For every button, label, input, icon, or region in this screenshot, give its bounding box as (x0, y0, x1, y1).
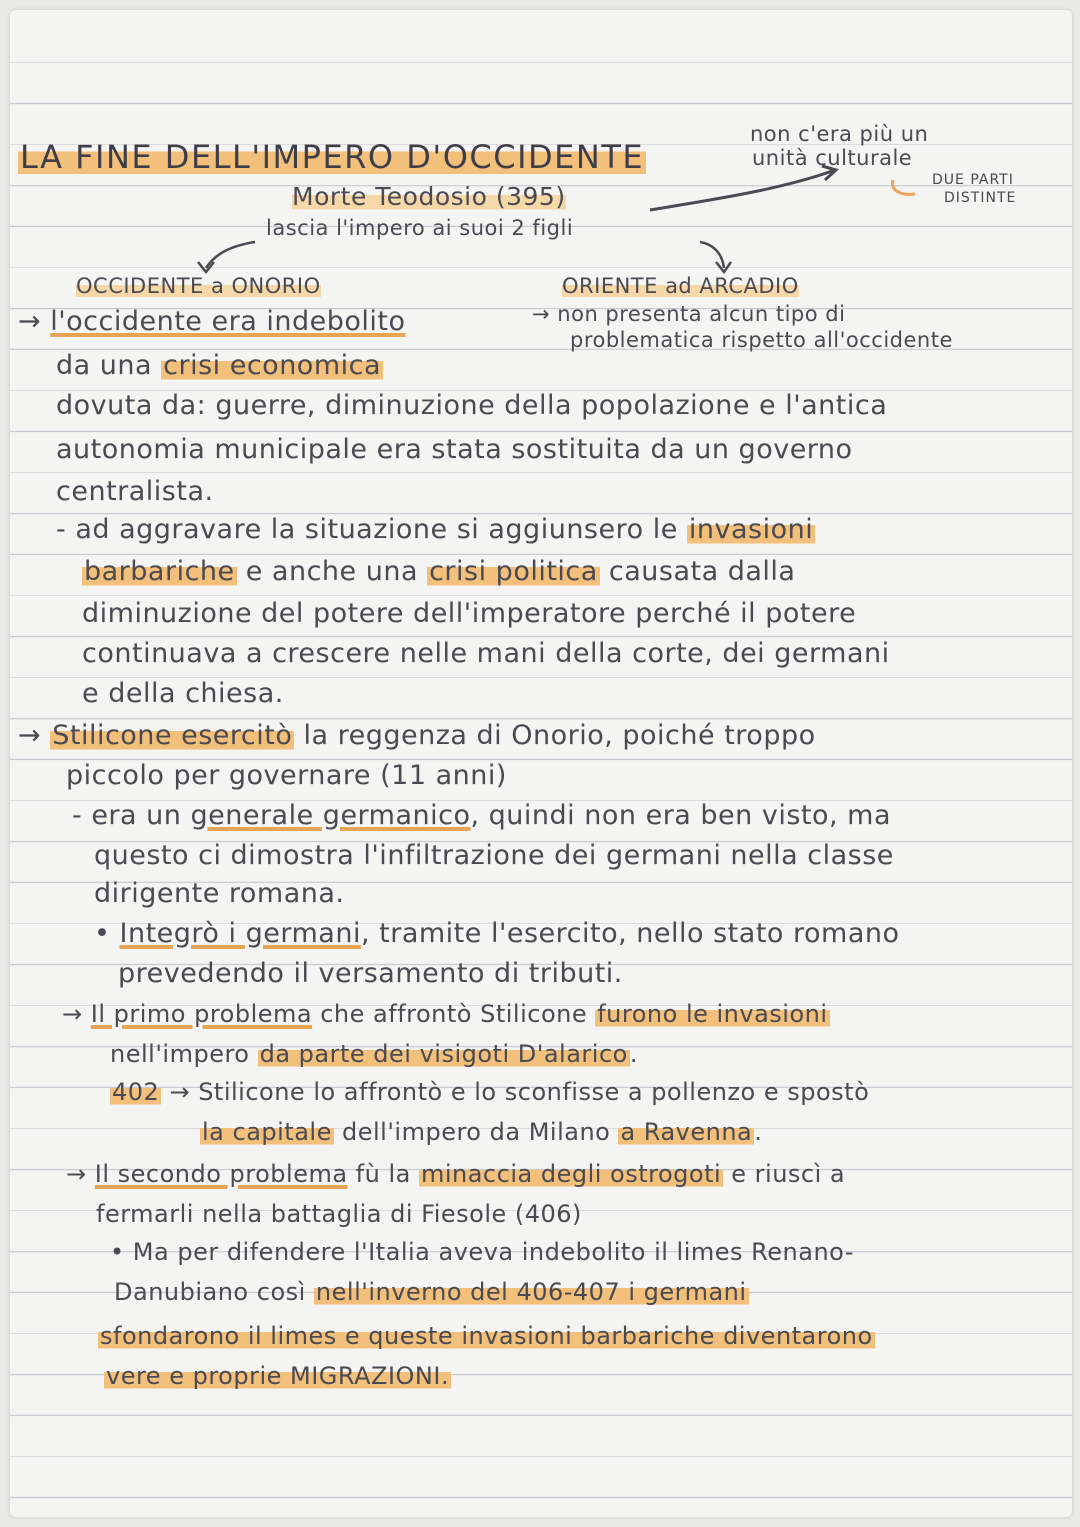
note-line: dovuta da: guerre, diminuzione della popolazione e l'antica (56, 390, 888, 421)
notebook-page (10, 10, 1072, 1517)
note-line: 402 → Stilicone lo affrontò e lo sconfisse a pollenzo e spostò (112, 1078, 870, 1106)
note-line: centralista. (56, 476, 214, 507)
note-line: → l'occidente era indebolito (18, 306, 406, 337)
note-line: questo ci dimostra l'infiltrazione dei germani nella classe (94, 840, 894, 871)
note-line: e della chiesa. (82, 678, 284, 709)
note-line: • Integrò i germani, tramite l'esercito, nello stato romano (94, 918, 900, 949)
legacy-note: lascia l'impero ai suoi 2 figli (266, 216, 574, 240)
note-line: piccolo per governare (11 anni) (66, 760, 507, 791)
note-line: Danubiano così nell'inverno del 406-407 i germani (114, 1278, 747, 1306)
note-line: prevedendo il versamento di tributi. (118, 958, 623, 989)
page-title: LA FINE DELL'IMPERO D'OCCIDENTE (20, 138, 645, 176)
note-line: diminuzione del potere dell'imperatore perché il potere (82, 598, 857, 629)
west-heading: OCCIDENTE a ONORIO (76, 274, 321, 298)
note-line: da una crisi economica (56, 350, 382, 381)
note-line: autonomia municipale era stata sostituita da un governo (56, 434, 853, 465)
note-line: vere e proprie MIGRAZIONI. (106, 1362, 450, 1390)
note-line: → Il secondo problema fù la minaccia degli ostrogoti e riuscì a (66, 1160, 846, 1188)
arrow-icon: → (18, 306, 51, 337)
note-line: - era un generale germanico, quindi non era ben visto, ma (72, 800, 892, 831)
east-note-line-2: problematica rispetto all'occidente (570, 328, 953, 352)
arrow-icon: → (161, 1078, 191, 1106)
note-line: - ad aggravare la situazione si aggiunsero le invasioni (56, 514, 814, 545)
note-line: dirigente romana. (94, 878, 345, 909)
side-note-line-1: non c'era più un (750, 122, 929, 146)
note-line: • Ma per difendere l'Italia aveva indebolito il limes Renano- (110, 1238, 854, 1266)
note-line: nell'impero da parte dei visigoti D'alarico. (110, 1040, 638, 1068)
note-line: barbariche e anche una crisi politica causata dalla (84, 556, 796, 587)
two-parts-line-1: DUE PARTI (932, 172, 1014, 188)
note-line: la capitale dell'impero da Milano a Ravenna. (202, 1118, 763, 1146)
arrow-icon: → (66, 1160, 95, 1188)
arrow-to-side-note-icon (650, 170, 835, 210)
branch-right-arrow-icon (700, 242, 724, 268)
note-line: continuava a crescere nelle mani della corte, dei germani (82, 638, 890, 669)
arrow-icon: → (18, 720, 51, 751)
note-line: fermarli nella battaglia di Fiesole (406) (96, 1200, 582, 1228)
note-line: → Il primo problema che affrontò Stilicone furono le invasioni (62, 1000, 828, 1028)
two-parts-line-2: DISTINTE (944, 190, 1017, 206)
note-line: → Stilicone esercitò la reggenza di Onorio, poiché troppo (18, 720, 816, 751)
hook-arrow-icon (892, 180, 915, 194)
arrow-icon: → (532, 302, 558, 326)
death-note: Morte Teodosio (395) (292, 182, 566, 211)
side-note-line-2: unità culturale (752, 146, 913, 170)
note-line: sfondarono il limes e queste invasioni barbariche diventarono (100, 1322, 873, 1350)
east-heading: ORIENTE ad ARCADIO (562, 274, 799, 298)
arrow-icon: → (62, 1000, 91, 1028)
east-note-line-1: → non presenta alcun tipo di (532, 302, 846, 326)
